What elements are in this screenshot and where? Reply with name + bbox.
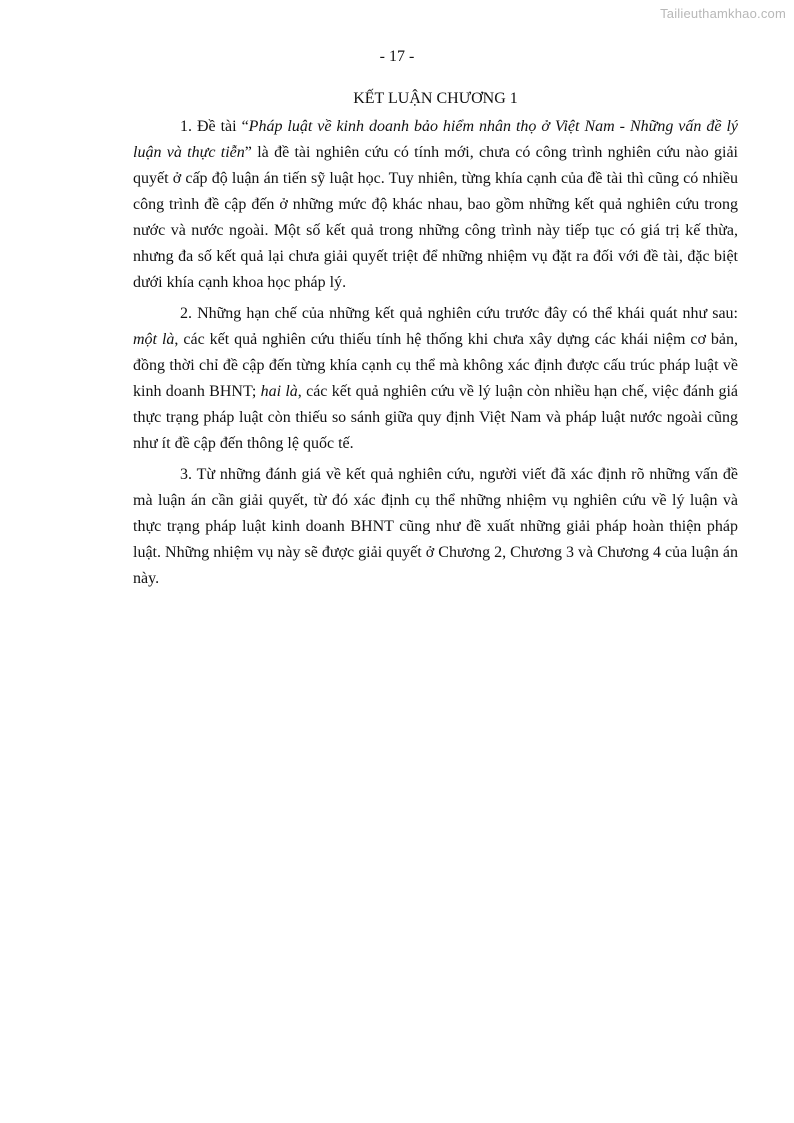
chapter-conclusion-heading: KẾT LUẬN CHƯƠNG 1 [353, 90, 518, 107]
paragraph-2-lead: 2. Những hạn chế của những kết quả nghiên cứu trước đây có thể khái quát như sau: [180, 305, 738, 322]
paragraph-1 [133, 114, 738, 296]
paragraph-2-mid: , các kết quả nghiên cứu thiếu tính hệ thống khi chưa xây dựng các khái niệm cơ bản, đồng thời chỉ đề cập đến từng khía cạnh cụ thể mà không xác định được cấu trúc pháp luật về kinh doanh BHNT; [133, 331, 738, 400]
page-number: - 17 - [379, 48, 415, 65]
paragraph-3: 3. Từ những đánh giá về kết quả nghiên cứu, người viết đã xác định rõ những vấn đề mà luận án cần giải quyết, từ đó xác định cụ thể những nhiệm vụ nghiên cứu về lý luận và thực trạng pháp luật kinh doanh BHNT cũng như đề xuất những giải pháp hoàn thiện pháp luật. Những nhiệm vụ này sẽ được giải quyết ở Chương 2, Chương 3 và Chương 4 của luận án này. [133, 466, 738, 587]
watermark-text: Tailieuthamkhao.com [660, 6, 786, 21]
document-body [133, 86, 738, 597]
paragraph-1-body: ” là đề tài nghiên cứu có tính mới, chưa có công trình nghiên cứu nào giải quyết ở cấp độ luận án tiến sỹ luật học. Tuy nhiên, từng khía cạnh của đề tài thì cũng có nhiều công trình đề cập đến ở những mức độ khác nhau, bao gồm những kết quả nghiên cứu trong nước và nước ngoài. Một số kết quả trong những công trình này tiếp tục có giá trị kế thừa, nhưng đa số kết quả lại chưa giải quyết triệt để những nhiệm vụ đặt ra đối với đề tài, đặc biệt dưới khía cạnh khoa học pháp lý. [133, 144, 739, 291]
paragraph-2-first-point: một là [133, 331, 175, 348]
thesis-title: Pháp luật về kinh doanh bảo hiểm nhân thọ ở Việt Nam - Những vấn đề lý luận và thực tiễn [133, 118, 739, 161]
paragraph-2-body: , các kết quả nghiên cứu về lý luận còn nhiều hạn chế, việc đánh giá thực trạng pháp luật còn thiếu so sánh giữa quy định Việt Nam và pháp luật nước ngoài cũng như ít đề cập đến thông lệ quốc tế. [133, 383, 739, 452]
paragraph-2-second-point: hai là [260, 383, 298, 400]
paragraph-1-lead: 1. Đề tài “ [180, 118, 249, 135]
paragraph-2 [133, 301, 738, 457]
